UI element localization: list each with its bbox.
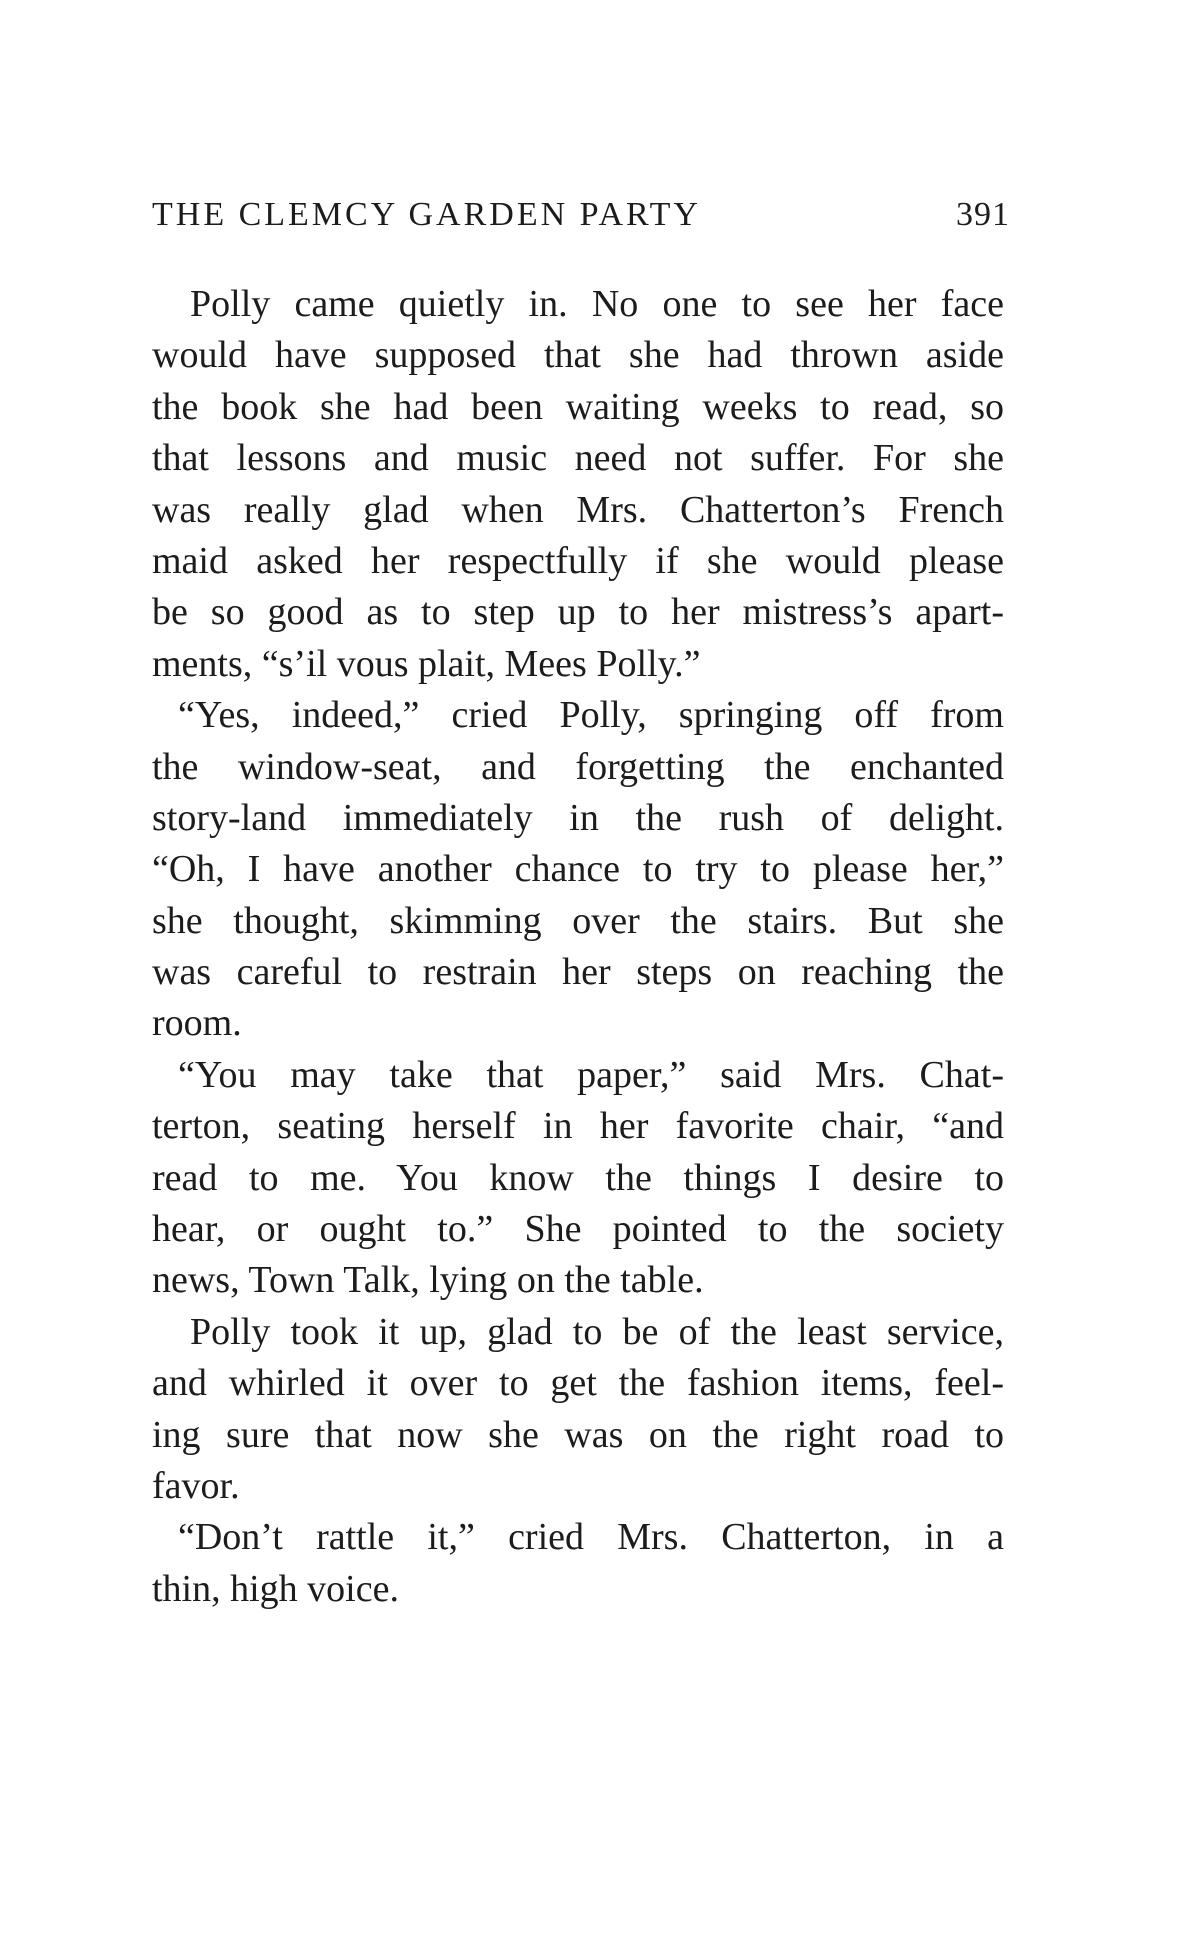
text-line: ing sure that now she was on the right road to [152, 1413, 1004, 1456]
paragraph [152, 279, 1004, 690]
body-text [152, 279, 1004, 1615]
paragraph [152, 1307, 1004, 1513]
paragraph [152, 1050, 1004, 1307]
paragraph [152, 1512, 1004, 1615]
text-line: the book she had been waiting weeks to read, so [152, 385, 1004, 428]
text-line: thin, high voice. [152, 1567, 399, 1610]
text-line: the window-seat, and forgetting the enchanted [152, 745, 1004, 788]
text-line: and whirled it over to get the fashion items, feel- [152, 1362, 1004, 1405]
text-line: Polly came quietly in. No one to see her face [190, 283, 1004, 325]
text-line: be so good as to step up to her mistress’s apart- [152, 591, 1004, 634]
text-line: she thought, skimming over the stairs. But she [152, 899, 1004, 942]
text-line: Polly took it up, glad to be of the least service, [190, 1310, 1004, 1353]
text-line: “Don’t rattle it,” cried Mrs. Chatterton, in a [178, 1516, 1004, 1559]
text-line: was really glad when Mrs. Chatterton’s French [152, 488, 1004, 531]
text-line: maid asked her respectfully if she would please [152, 539, 1004, 582]
text-line: hear, or ought to.” She pointed to the society [152, 1208, 1004, 1251]
text-line: terton, seating herself in her favorite chair, “and [152, 1105, 1004, 1148]
text-line: “You may take that paper,” said Mrs. Chat- [178, 1053, 1004, 1096]
running-title: THE CLEMCY GARDEN PARTY [152, 196, 701, 233]
running-head [152, 190, 1010, 240]
text-line: ments, “s’il vous plait, Mees Polly.” [152, 642, 701, 685]
text-line: “Yes, indeed,” cried Polly, springing off from [178, 694, 1004, 737]
text-line: story-land immediately in the rush of delight. [152, 796, 1004, 839]
page-number: 391 [956, 196, 1010, 233]
text-line: room. [152, 1002, 242, 1045]
text-line: read to me. You know the things I desire to [152, 1156, 1004, 1199]
text-line: would have supposed that she had thrown aside [152, 334, 1004, 377]
text-line: that lessons and music need not suffer. For she [152, 437, 1004, 480]
text-line: news, Town Talk, lying on the table. [152, 1259, 704, 1302]
text-line: “Oh, I have another chance to try to please her,” [152, 848, 1004, 891]
paragraph [152, 690, 1004, 1050]
text-line: favor. [152, 1464, 240, 1507]
text-line: was careful to restrain her steps on reaching the [152, 951, 1004, 994]
